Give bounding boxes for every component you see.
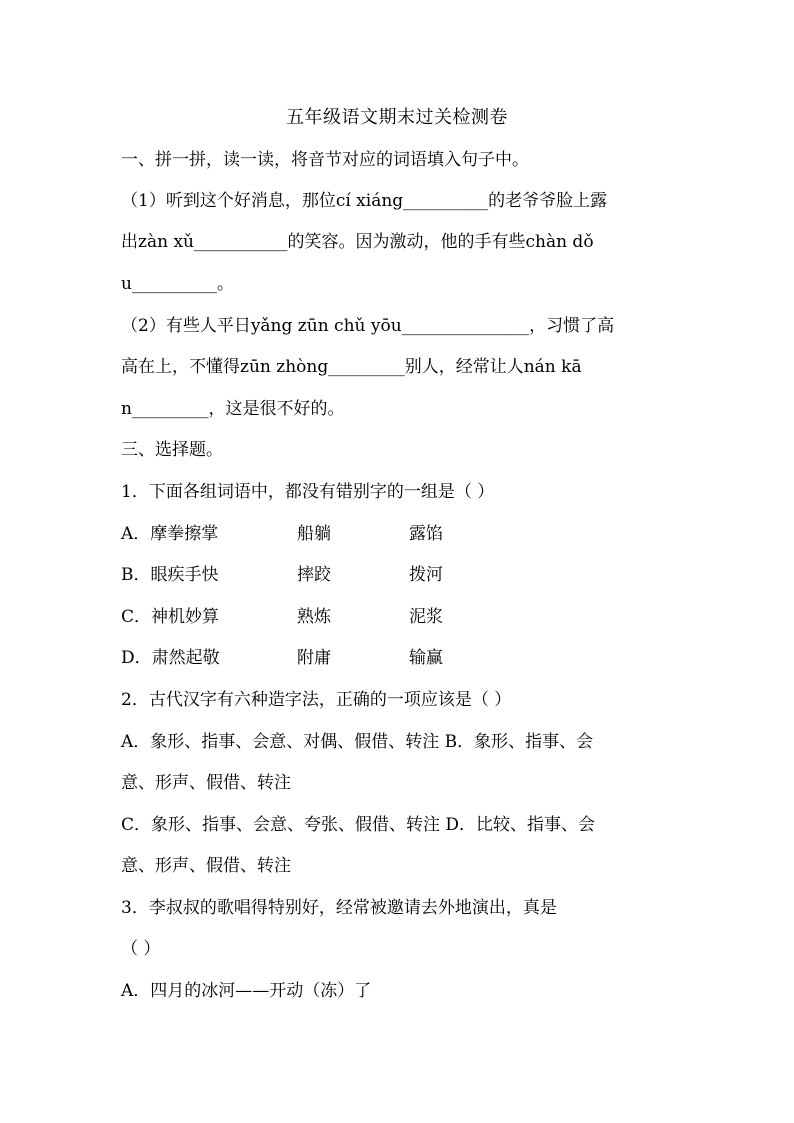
- section-pinyin-heading: 一、拼一拼，读一读，将音节对应的词语填入句子中。: [121, 150, 529, 170]
- choice-question-3: 3．李叔叔的歌唱得特别好，经常被邀请去外地演出，真是: [121, 898, 557, 918]
- pinyin-question-2-line-1: （2）有些人平日yǎng zūn chǔ yōu_______________，习惯了高: [121, 316, 615, 336]
- choice-question-2: 2．古代汉字有六种造字法，正确的一项应该是（ ）: [121, 690, 512, 710]
- pinyin-question-1-line-1: （1）听到这个好消息，那位cí xiáng__________的老爷爷脸上露: [121, 191, 608, 211]
- choice-question-1-option-b: [121, 561, 681, 589]
- option-a-word-3: 露馅: [409, 524, 443, 544]
- option-c-word-1: C．神机妙算: [121, 607, 220, 627]
- option-a-word-1: A．摩拳擦掌: [121, 524, 219, 544]
- choice-question-3-option-a: A．四月的冰河——开动（冻）了: [121, 981, 372, 1001]
- choice-question-2-options-ab-line-2: 意、形声、假借、转注: [121, 773, 291, 793]
- pinyin-question-1-line-2: 出zàn xǔ___________的笑容。因为激动，他的手有些chàn dǒ: [121, 232, 594, 252]
- choice-question-1-option-d: [121, 644, 681, 672]
- choice-question-3-answer-blank: （ ）: [121, 939, 161, 959]
- option-b-word-1: B．眼疾手快: [121, 565, 219, 585]
- choice-question-1-option-c: [121, 603, 681, 631]
- option-a-word-2: 船躺: [297, 524, 331, 544]
- option-d-word-1: D．肃然起敬: [121, 648, 220, 668]
- pinyin-question-2-line-3: n_________，这是很不好的。: [121, 399, 345, 419]
- choice-question-1: 1．下面各组词语中，都没有错别字的一组是（ ）: [121, 482, 495, 502]
- option-b-word-2: 摔跤: [297, 565, 331, 585]
- option-c-word-3: 泥浆: [409, 607, 443, 627]
- choice-question-2-options-cd-line-1: C．象形、指事、会意、夸张、假借、转注 D．比较、指事、会: [121, 815, 596, 835]
- option-c-word-2: 熟炼: [297, 607, 331, 627]
- choice-question-2-options-cd-line-2: 意、形声、假借、转注: [121, 856, 291, 876]
- choice-question-2-options-ab-line-1: A．象形、指事、会意、对偶、假借、转注 B．象形、指事、会: [121, 732, 594, 752]
- option-d-word-2: 附庸: [297, 648, 331, 668]
- section-choice-heading: 三、选择题。: [121, 440, 223, 460]
- pinyin-question-2-line-2: 高在上，不懂得zūn zhòng_________别人，经常让人nán kā: [121, 357, 582, 377]
- option-d-word-3: 输赢: [409, 648, 443, 668]
- choice-question-1-option-a: [121, 520, 681, 548]
- pinyin-question-1-line-3: u__________。: [121, 274, 234, 294]
- page-title: 五年级语文期末过关检测卷: [286, 107, 508, 128]
- option-b-word-3: 拨河: [409, 565, 443, 585]
